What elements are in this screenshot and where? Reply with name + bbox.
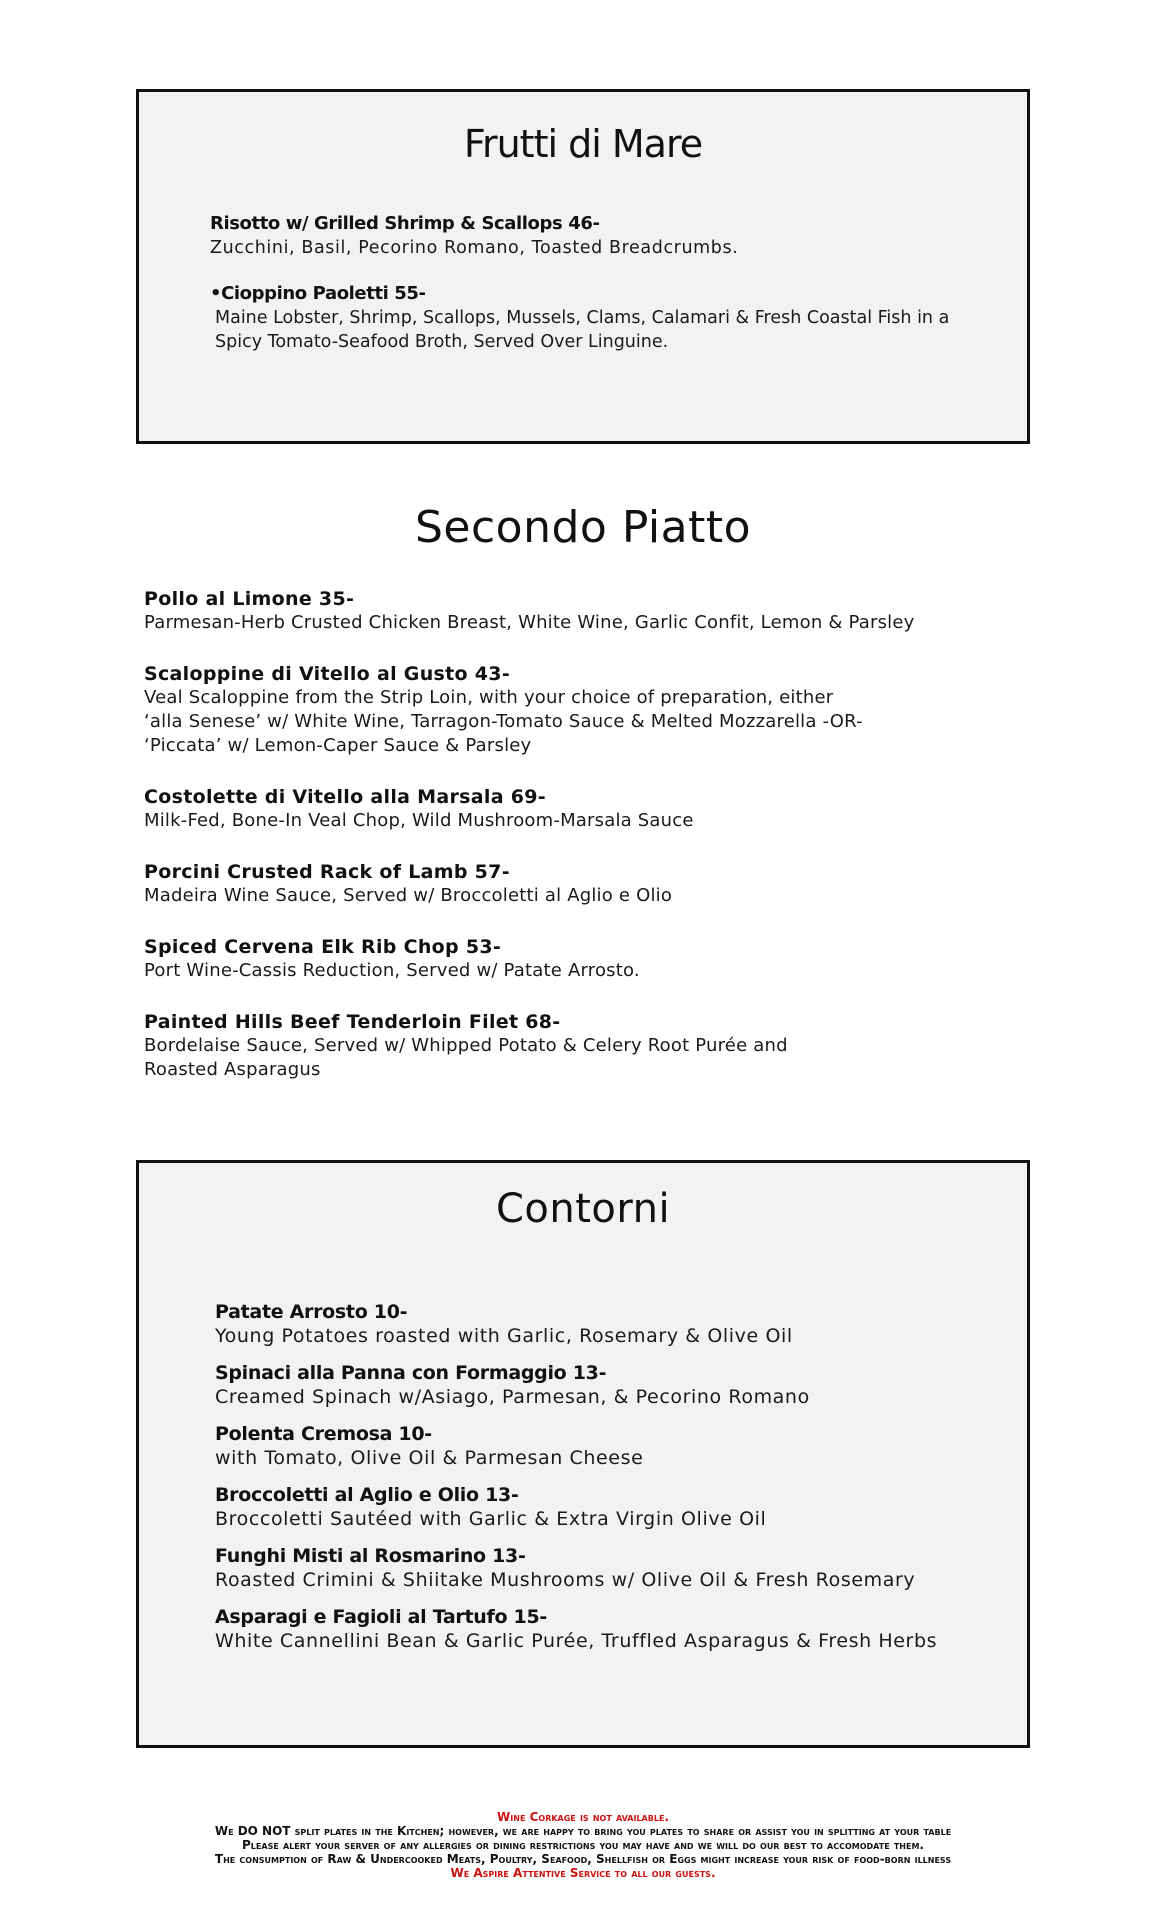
menu-item-cioppino [210,282,949,354]
frutti-di-mare-title: Frutti di Mare [463,122,703,166]
menu-item-name: Risotto w/ Grilled Shrimp & Scallops 46- [210,213,600,234]
menu-item-description: White Cannellini Bean & Garlic Purée, Truffled Asparagus & Fresh Herbs [215,1630,938,1652]
menu-item-pollo [144,587,915,635]
menu-item-description: Maine Lobster, Shrimp, Scallops, Mussels, Clams, Calamari & Fresh Coastal Fish in a [215,308,950,328]
footer-raw-food-warning: The consumption of Raw & Undercooked Meats, Poultry, Seafood, Shellfish or Eggs might increase your risk of food-born illness [214,1852,952,1866]
menu-item-description: Roasted Asparagus [144,1059,321,1080]
menu-item-description: Roasted Crimini & Shiitake Mushrooms w/ Olive Oil & Fresh Rosemary [215,1569,916,1591]
menu-item-rack-of-lamb [144,860,672,908]
menu-item-name: Patate Arrosto 10- [215,1301,408,1323]
menu-item-name: Asparagi e Fagioli al Tartufo 15- [215,1606,547,1628]
footer-allergy-note: Please alert your server of any allergies or dining restrictions you may have and we will do our best to accomodate them. [242,1838,924,1852]
menu-item-name: Funghi Misti al Rosmarino 13- [215,1545,526,1567]
menu-item-patate [215,1300,793,1348]
contorni-title: Contorni [495,1186,671,1232]
menu-item-description: Zucchini, Basil, Pecorino Romano, Toasted Breadcrumbs. [210,238,739,258]
menu-item-name: Broccoletti al Aglio e Olio 13- [215,1484,519,1506]
secondo-piatto-title: Secondo Piatto [414,502,751,553]
menu-item-description: Spicy Tomato-Seafood Broth, Served Over Linguine. [215,332,669,352]
menu-item-name: •Cioppino Paoletti 55- [210,283,426,304]
menu-item-description: Broccoletti Sautéed with Garlic & Extra Virgin Olive Oil [215,1508,767,1530]
menu-item-polenta [215,1422,643,1470]
menu-item-name: Painted Hills Beef Tenderloin Filet 68- [144,1011,561,1033]
menu-item-broccoletti [215,1483,766,1531]
menu-item-spinaci [215,1361,810,1409]
menu-item-elk-chop [144,935,640,983]
menu-item-description: Veal Scaloppine from the Strip Loin, with your choice of preparation, either [144,687,834,708]
menu-item-beef-filet [144,1010,788,1082]
menu-item-description: Parmesan-Herb Crusted Chicken Breast, White Wine, Garlic Confit, Lemon & Parsley [144,612,915,633]
menu-item-scaloppine [144,662,863,758]
menu-item-asparagi [215,1605,937,1653]
menu-item-description: ‘Piccata’ w/ Lemon-Caper Sauce & Parsley [144,735,532,756]
menu-item-name: Costolette di Vitello alla Marsala 69- [144,786,546,808]
footer-corkage-note: Wine Corkage is not available. [497,1810,669,1824]
menu-item-description: Young Potatoes roasted with Garlic, Rosemary & Olive Oil [215,1325,793,1347]
menu-item-costolette [144,785,694,833]
menu-item-description: Milk-Fed, Bone-In Veal Chop, Wild Mushroom-Marsala Sauce [144,810,694,831]
menu-item-name: Porcini Crusted Rack of Lamb 57- [144,861,510,883]
footer-service-motto: We Aspire Attentive Service to all our guests. [450,1866,716,1880]
menu-item-description: Bordelaise Sauce, Served w/ Whipped Potato & Celery Root Purée and [144,1035,788,1056]
menu-item-name: Polenta Cremosa 10- [215,1423,432,1445]
footer-split-plates-note: We DO NOT split plates in the Kitchen; however, we are happy to bring you plates to share or assist you in splitting at your table [214,1824,952,1838]
menu-item-name: Spinaci alla Panna con Formaggio 13- [215,1362,607,1384]
menu-item-description: Port Wine-Cassis Reduction, Served w/ Patate Arrosto. [144,960,640,981]
menu-item-description: Madeira Wine Sauce, Served w/ Broccoletti al Aglio e Olio [144,885,673,906]
menu-item-funghi [215,1544,915,1592]
menu-item-name: Scaloppine di Vitello al Gusto 43- [144,663,511,685]
menu-item-description: with Tomato, Olive Oil & Parmesan Cheese [215,1447,644,1469]
menu-item-name: Spiced Cervena Elk Rib Chop 53- [144,936,502,958]
menu-item-description: Creamed Spinach w/Asiago, Parmesan, & Pecorino Romano [215,1386,810,1408]
menu-item-description: ‘alla Senese’ w/ White Wine, Tarragon-Tomato Sauce & Melted Mozzarella -OR- [144,711,863,732]
menu-item-risotto [210,212,738,260]
menu-item-name: Pollo al Limone 35- [144,588,355,610]
footer-notice [0,1810,1166,1880]
